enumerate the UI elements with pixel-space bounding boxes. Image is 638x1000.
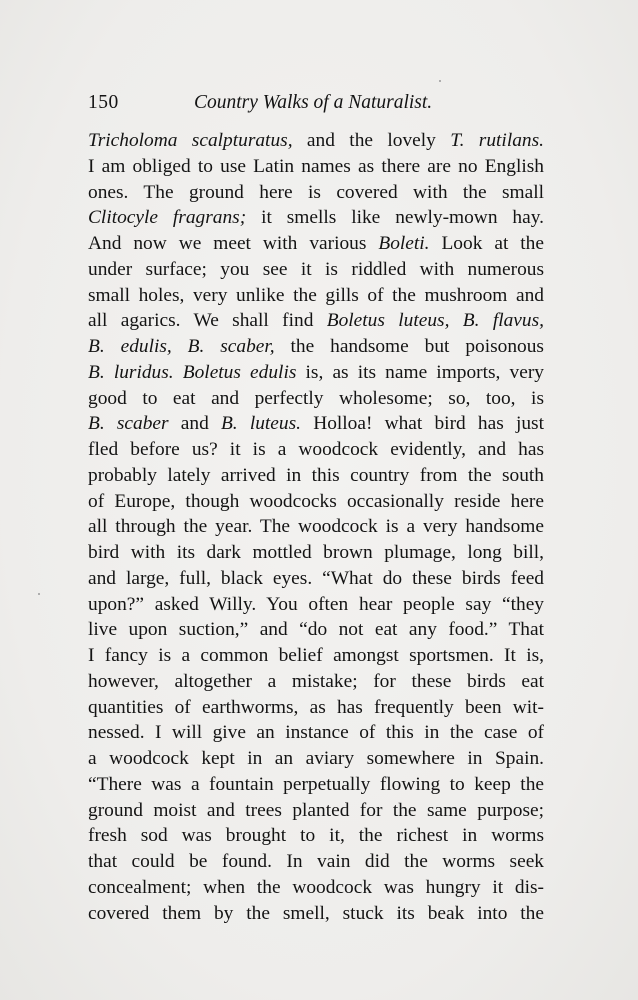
text-line <box>88 566 544 592</box>
italic-text-segment: T. rutilans. <box>450 130 544 151</box>
text-segment: it smells like newly-mown hay. <box>246 207 544 229</box>
page-header <box>88 92 544 122</box>
text-segment: covered them by the smell, stuck its beak into the <box>88 902 544 924</box>
text-segment: a woodcock kept in an aviary somewhere in Spain. <box>88 748 544 769</box>
text-segment: concealment; when the woodcock was hungry it dis- <box>88 876 544 898</box>
text-line <box>88 540 544 566</box>
text-segment: Look at the <box>429 233 544 254</box>
text-line <box>88 205 544 231</box>
text-segment: upon?” asked Willy. You often hear people say “they <box>88 593 544 615</box>
text-segment: and the lovely <box>292 130 451 151</box>
text-line <box>88 695 544 721</box>
text-segment: bird with its dark mottled brown plumage, long bill, <box>88 542 544 563</box>
text-line <box>88 772 544 798</box>
italic-text-segment: B. luteus. <box>220 413 301 435</box>
text-line <box>88 463 544 489</box>
text-segment: ground moist and trees planted for the same purpose; <box>88 799 544 821</box>
italic-text-segment: Clitocyle fragrans; <box>88 207 247 229</box>
text-segment: under surface; you see it is riddled with numerous <box>88 258 544 280</box>
paper-speck <box>439 80 441 82</box>
text-line <box>88 283 544 309</box>
text-line <box>88 875 544 901</box>
text-line <box>88 360 544 386</box>
text-segment: probably lately arrived in this country from the south <box>88 464 544 486</box>
text-segment: and large, full, black eyes. “What do these birds feed <box>88 567 544 589</box>
body-text <box>88 128 544 926</box>
text-segment: of Europe, though woodcocks occasionally reside here <box>88 490 544 512</box>
text-line <box>88 617 544 643</box>
text-segment: live upon suction,” and “do not eat any food.” That <box>88 619 544 641</box>
text-segment: And now we meet with various <box>88 233 379 254</box>
text-segment: that could be found. In vain did the worms seek <box>88 851 544 872</box>
text-line <box>88 386 544 412</box>
text-line <box>88 592 544 618</box>
italic-text-segment: Boletus luteus, B. flavus, <box>326 310 544 332</box>
text-line <box>88 437 544 463</box>
italic-text-segment: B. scaber <box>88 413 169 435</box>
text-line <box>88 128 544 154</box>
text-segment: “There was a fountain perpetually flowing to keep the <box>88 773 544 795</box>
text-segment: small holes, very unlike the gills of the mushroom and <box>88 284 544 306</box>
text-line <box>88 231 544 257</box>
text-segment: fled before us? it is a woodcock evidently, and has <box>88 439 544 460</box>
text-line <box>88 798 544 824</box>
text-segment: and <box>168 413 221 435</box>
text-segment: good to eat and perfectly wholesome; so, too, is <box>88 387 544 409</box>
text-segment: all agarics. We shall find <box>88 310 327 332</box>
text-line <box>88 308 544 334</box>
text-line <box>88 334 544 360</box>
text-line <box>88 720 544 746</box>
text-line <box>88 411 544 437</box>
text-line <box>88 669 544 695</box>
text-line <box>88 823 544 849</box>
paper-speck <box>38 593 40 595</box>
text-segment: is, as its name imports, very <box>296 361 544 383</box>
italic-text-segment: B. luridus. Boletus edulis <box>88 361 297 383</box>
text-line <box>88 514 544 540</box>
text-segment: Holloa! what bird has just <box>301 413 544 435</box>
running-head: Country Walks of a Naturalist. <box>194 92 433 113</box>
text-segment: I am obliged to use Latin names as there are no English <box>88 155 544 177</box>
page-number: 150 <box>88 92 119 113</box>
text-line <box>88 643 544 669</box>
text-segment: ones. The ground here is covered with the small <box>88 181 544 203</box>
text-line <box>88 849 544 875</box>
text-segment: fresh sod was brought to it, the richest in worms <box>88 825 544 847</box>
text-segment: however, altogether a mistake; for these birds eat <box>88 670 544 692</box>
text-line <box>88 257 544 283</box>
text-segment: all through the year. The woodcock is a very handsome <box>88 516 544 538</box>
text-line <box>88 180 544 206</box>
italic-text-segment: B. edulis, B. scaber, <box>88 336 275 357</box>
text-segment: nessed. I will give an instance of this in the case of <box>88 722 544 744</box>
italic-text-segment: Tricholoma scalpturatus, <box>88 130 293 151</box>
text-line <box>88 489 544 515</box>
text-line <box>88 901 544 927</box>
text-segment: quantities of earthworms, as has frequently been wit- <box>88 696 544 718</box>
text-line <box>88 154 544 180</box>
text-segment: the handsome but poisonous <box>274 336 544 357</box>
italic-text-segment: Boleti. <box>378 233 430 254</box>
text-segment: I fancy is a common belief amongst sportsmen. It is, <box>88 645 544 666</box>
text-line <box>88 746 544 772</box>
